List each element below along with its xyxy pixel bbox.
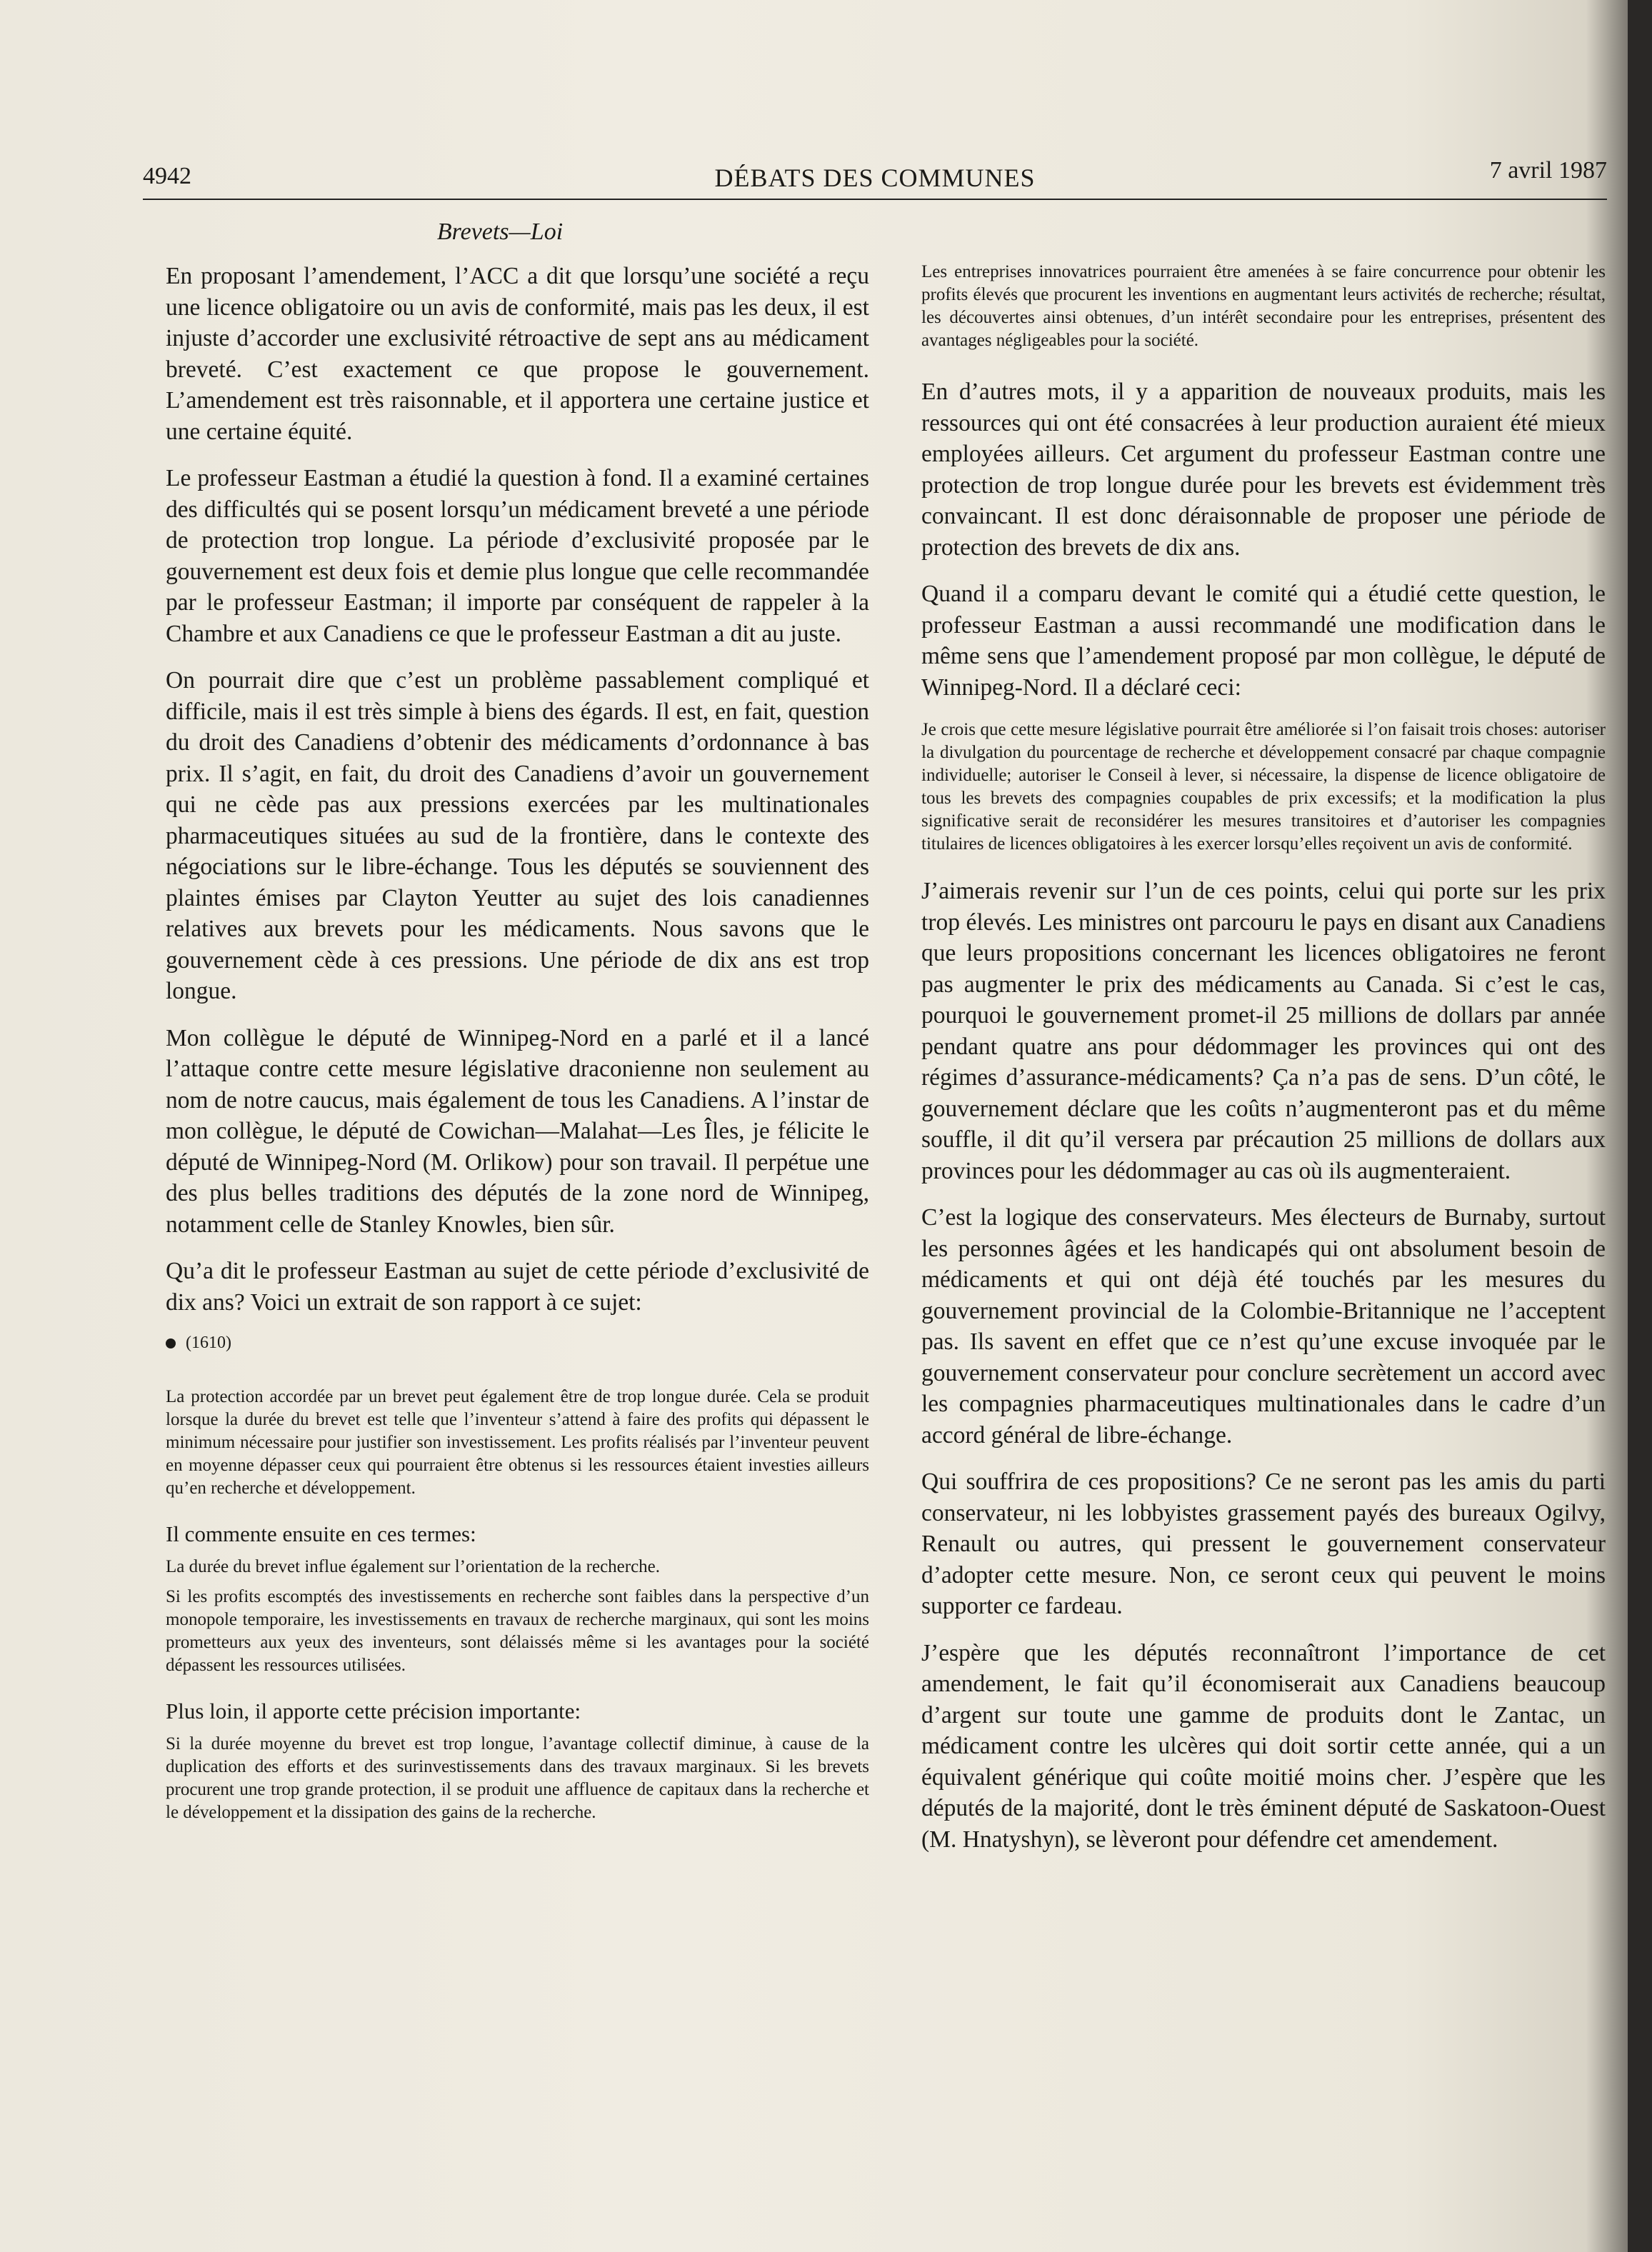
header-rule: [143, 199, 1607, 200]
page-number: 4942: [143, 163, 191, 189]
quote-eastman-2a: La durée du brevet influe également sur l’orientation de la recherche.: [166, 1557, 661, 1576]
bullet-icon: [166, 1338, 176, 1348]
left-paragraph-1: En proposant l’amendement, l’ACC a dit que lorsqu’une société a reçu une licence obligatoire ou un avis de conformité, mais pas les deux, il est injuste d’accorder une exclusivité rétroactive de sept ans au médicament breveté. C’est exactement ce que propose le gouvernement. L’amendement est très raisonnable, et il apportera une certaine justice et une certaine équité.: [166, 263, 869, 445]
left-paragraph-3: On pourrait dire que c’est un problème passablement compliqué et difficile, mais il est très simple à biens des égards. Il est, en fait, question du droit des Canadiens d’obtenir des médicaments d’ordonnance à bas prix. Il s’agit, en fait, du droit des Canadiens d’avoir un gouvernement qui ne cède pas aux pressions exercées par les multinationales pharmaceutiques situées au sud de la frontière, dans le contexte des négociations sur le libre-échange. Tous les députés se souviennent des plaintes émises par Clayton Yeutter au sujet des lois canadiennes relatives aux brevets pour les médicaments. Nous savons que le gouvernement cède à ces pressions. Une période de dix ans est trop longue.: [166, 667, 869, 1004]
right-paragraph-6: J’espère que les députés reconnaîtront l’importance de cet amendement, le fait qu’il économiserait aux Canadiens beaucoup d’argent sur toute une gamme de produits dont le Zantac, un médicament contre les ulcères qui doit sortir cette année, qui a un équivalent générique qui coûte moitié moins cher. J’espère que les députés de la majorité, dont le très éminent député de Saskatoon-Ouest (M. Hnatyshyn), se lèveront pour défendre cet amendement.: [921, 1639, 1606, 1853]
right-paragraph-5: Qui souffrira de ces propositions? Ce ne seront pas les amis du parti conservateur, ni les lobbyistes grassement payés des bureaux Ogilvy, Renault ou autres, qui pressent le gouvernement conservateur d’adopter cette mesure. Non, ce seront ceux qui peuvent le moins supporter ce fardeau.: [921, 1468, 1606, 1619]
right-column: [921, 261, 1606, 1871]
intro-2: Il commente ensuite en ces termes:: [166, 1521, 476, 1546]
left-paragraph-4: Mon collègue le député de Winnipeg-Nord en a parlé et il a lancé l’attaque contre cette mesure législative draconienne non seulement au nom de notre caucus, mais également de tous les Canadiens. A l’instar de mon collègue, le député de Cowichan—Malahat—Les Îles, je félicite le député de Winnipeg-Nord (M. Orlikow) pour son travail. Il perpétue une des plus belles traditions des députés de la zone nord de Winnipeg, notamment celle de Stanley Knowles, bien sûr.: [166, 1024, 869, 1238]
left-paragraph-5: Qu’a dit le professeur Eastman au sujet de cette période d’exclusivité de dix ans? Voici un extrait de son rapport à ce sujet:: [166, 1258, 869, 1316]
page-date: 7 avril 1987: [1489, 157, 1607, 184]
page-header: [143, 157, 1607, 203]
left-column: [166, 261, 869, 1844]
right-paragraph-2: Quand il a comparu devant le comité qui a étudié cette question, le professeur Eastman a aussi recommandé une modification dans le même sens que l’amendement proposé par mon collègue, le député de Winnipeg-Nord. Il a déclaré ceci:: [921, 581, 1606, 701]
quote-eastman-committee: Je crois que cette mesure législative pourrait être améliorée si l’on faisait trois choses: autoriser la divulgation du pourcentage de recherche et développement consacré par chaque compagnie individuelle; autoriser le Conseil à lever, si nécessaire, la dispense de licence obligatoire de tous les brevets des compagnies coupables de prix excessifs; et la modification la plus significative serait de reconsidérer les mesures transitoires et d’autoriser les compagnies titulaires de licences obligatoires à les exercer lorsqu’elles reçoivent un avis de conformité.: [921, 720, 1606, 854]
quote-eastman-3: Si la durée moyenne du brevet est trop longue, l’avantage collectif diminue, à cause de la duplication des efforts et des surinvestissements dans des travaux marginaux. Si les brevets procurent une trop grande protection, il se produit une affluence de capitaux dans la recherche et le développement et la dissipation des gains de la recherche.: [166, 1734, 869, 1822]
quote-eastman-2b: Si les profits escomptés des investissements en recherche sont faibles dans la perspective d’un monopole temporaire, les investissements en travaux de recherche marginaux, qui sont les moins prometteurs aux yeux des inventeurs, sont délaissés même si les avantages pour la société dépassent les ressources utilisées.: [166, 1587, 869, 1675]
intro-3: Plus loin, il apporte cette précision importante:: [166, 1698, 581, 1723]
time-marker: [166, 1333, 869, 1353]
page-edge-shadow: [1628, 0, 1652, 2252]
left-paragraph-2: Le professeur Eastman a étudié la question à fond. Il a examiné certaines des difficultés qui se posent lorsqu’un médicament breveté a une période de protection trop longue. La période d’exclusivité proposée par le gouvernement est deux fois et demie plus longue que celle recommandée par le professeur Eastman; il importe par conséquent de rappeler à la Chambre et aux Canadiens ce que le professeur Eastman a dit au juste.: [166, 465, 869, 647]
right-paragraph-4: C’est la logique des conservateurs. Mes électeurs de Burnaby, surtout les personnes âgées et les handicapés qui ont absolument besoin de médicaments et qui ont déjà été touchés par les mesures du gouvernement provincial de la Colombie-Britannique ne l’acceptent pas. Ils savent en effet que ce n’est qu’une excuse invoquée par le gouvernement conservateur pour conclure secrètement un accord avec les compagnies pharmaceutiques multinationales dans le cadre d’un accord général de libre-échange.: [921, 1204, 1606, 1448]
right-paragraph-3: J’aimerais revenir sur l’un de ces points, celui qui porte sur les prix trop élevés. Les ministres ont parcouru le pays en disant aux Canadiens que leurs propositions concernant les licences obligatoires ne feront pas augmenter le prix des médicaments au Canada. Si c’est le cas, pourquoi le gouvernement promet-il 25 millions de dollars par année pendant quatre ans pour dédommager les provinces qui ont des régimes d’assurance-médicaments? Ça n’a pas de sens. D’un côté, le gouvernement déclare que les coûts n’augmenteront pas et du même souffle, il dit qu’il versera par précaution 25 millions de dollars aux provinces pour les dédommager au cas où ils augmenteraient.: [921, 878, 1606, 1184]
running-title: DÉBATS DES COMMUNES: [714, 164, 1036, 192]
section-title: Brevets—Loi: [436, 219, 564, 245]
quote-eastman-4: Les entreprises innovatrices pourraient être amenées à se faire concurrence pour obtenir les profits élevés que procurent les inventions en augmentant leurs activités de recherche; résultat, les découvertes ainsi obtenues, d’un intérêt secondaire pour les entreprises, présentent des avantages négligeables pour la société.: [921, 262, 1606, 350]
quote-eastman-1: La protection accordée par un brevet peut également être de trop longue durée. Cela se produit lorsque la durée du brevet est telle que l’inventeur s’attend à faire des profits qui dépassent le minimum nécessaire pour justifier son investissement. Les profits réalisés par l’inventeur peuvent en moyenne dépasser ceux qui pourraient être obtenus si les ressources étaient investies ailleurs qu’en recherche et développement.: [166, 1387, 869, 1498]
right-paragraph-1: En d’autres mots, il y a apparition de nouveaux produits, mais les ressources qui ont été consacrées à leur production auraient été mieux employées ailleurs. Cet argument du professeur Eastman contre une protection de trop longue durée pour les brevets est évidemment très convaincant. Il est donc déraisonnable de proposer une période de protection des brevets de dix ans.: [921, 379, 1606, 561]
time-marker-text: (1610): [186, 1333, 231, 1352]
